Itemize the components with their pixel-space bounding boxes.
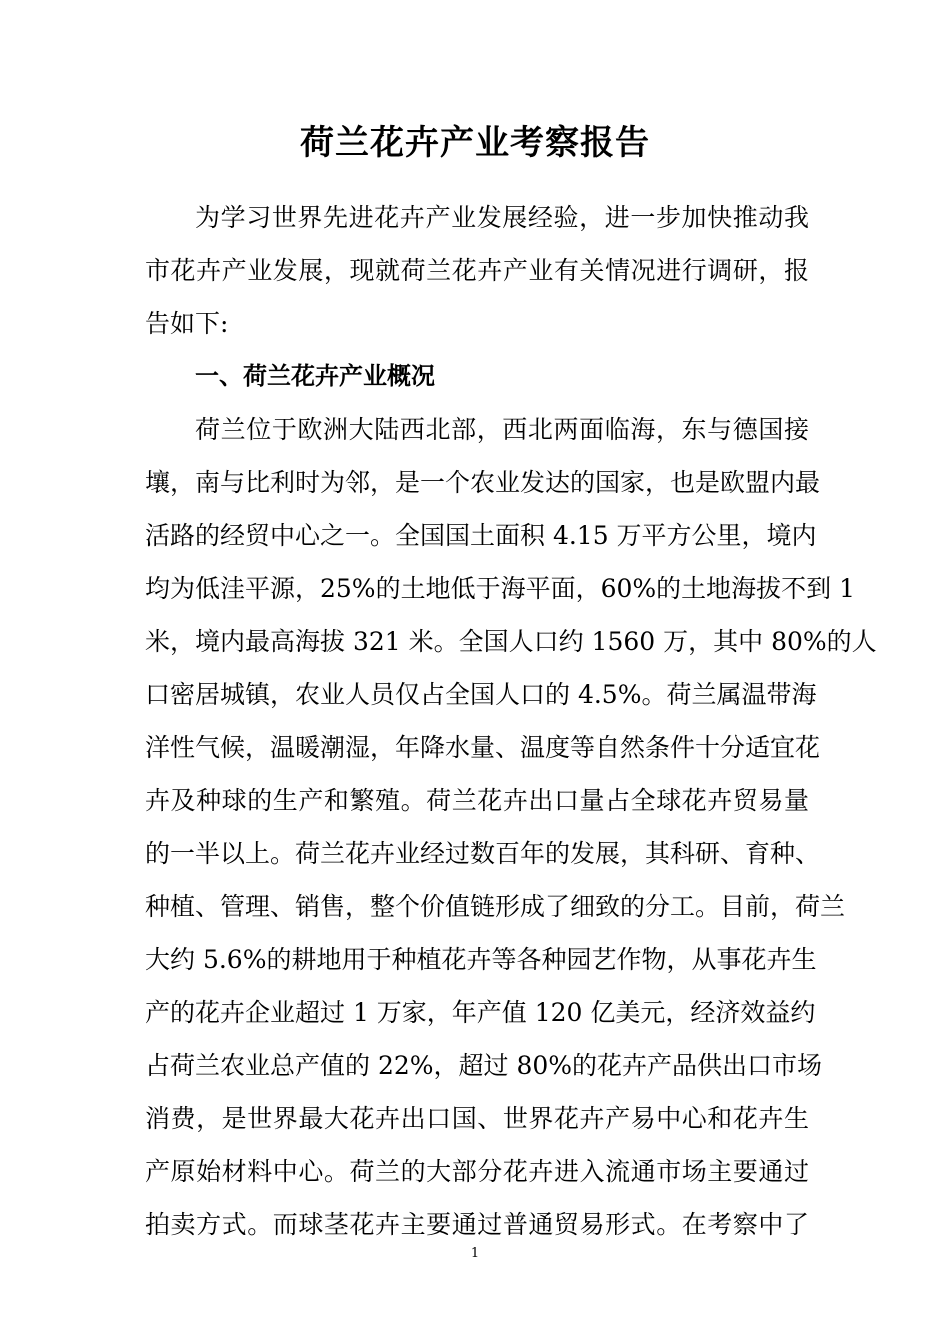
paragraph-line: 占荷兰农业总产值的 22%，超过 80%的花卉产品供出口市场 <box>145 1051 823 1080</box>
paragraph-line: 为学习世界先进花卉产业发展经验，进一步加快推动我 <box>195 203 809 232</box>
paragraph-line: 壤，南与比利时为邻，是一个农业发达的国家，也是欧盟内最 <box>145 468 821 497</box>
document-title: 荷兰花卉产业考察报告 <box>300 123 650 163</box>
paragraph-line: 产的花卉企业超过 1 万家，年产值 120 亿美元，经济效益约 <box>145 998 816 1027</box>
section-heading: 一、荷兰花卉产业概况 <box>195 362 435 390</box>
paragraph-line: 市花卉产业发展，现就荷兰花卉产业有关情况进行调研，报 <box>145 256 809 285</box>
paragraph-line: 大约 5.6%的耕地用于种植花卉等各种园艺作物，从事花卉生 <box>145 945 817 974</box>
paragraph-line: 消费，是世界最大花卉出口国、世界花卉产易中心和花卉生 <box>145 1104 809 1133</box>
paragraph-line: 均为低洼平源，25%的土地低于海平面，60%的土地海拔不到 1 <box>145 574 855 603</box>
paragraph-line: 活路的经贸中心之一。全国国土面积 4.15 万平方公里，境内 <box>145 521 817 550</box>
paragraph-line: 拍卖方式。而球茎花卉主要通过普通贸易形式。在考察中了 <box>145 1210 809 1239</box>
document-body <box>145 191 877 1251</box>
paragraph-line: 卉及种球的生产和繁殖。荷兰花卉出口量占全球花卉贸易量 <box>145 786 809 815</box>
paragraph-line: 产原始材料中心。荷兰的大部分花卉进入流通市场主要通过 <box>145 1157 809 1186</box>
paragraph-line: 米，境内最高海拔 321 米。全国人口约 1560 万，其中 80%的人 <box>145 627 877 656</box>
paragraph-line: 口密居城镇，农业人员仅占全国人口的 4.5%。荷兰属温带海 <box>145 680 817 709</box>
paragraph-line: 的一半以上。荷兰花卉业经过数百年的发展，其科研、育种、 <box>145 839 821 868</box>
paragraph-line: 种植、管理、销售，整个价值链形成了细致的分工。目前，荷兰 <box>145 892 846 921</box>
paragraph-line: 荷兰位于欧洲大陆西北部，西北两面临海，东与德国接 <box>195 415 809 444</box>
paragraph-line: 洋性气候，温暖潮湿，年降水量、温度等自然条件十分适宜花 <box>145 733 821 762</box>
paragraph-line: 告如下: <box>145 309 229 338</box>
page-number: 1 <box>470 1246 480 1261</box>
